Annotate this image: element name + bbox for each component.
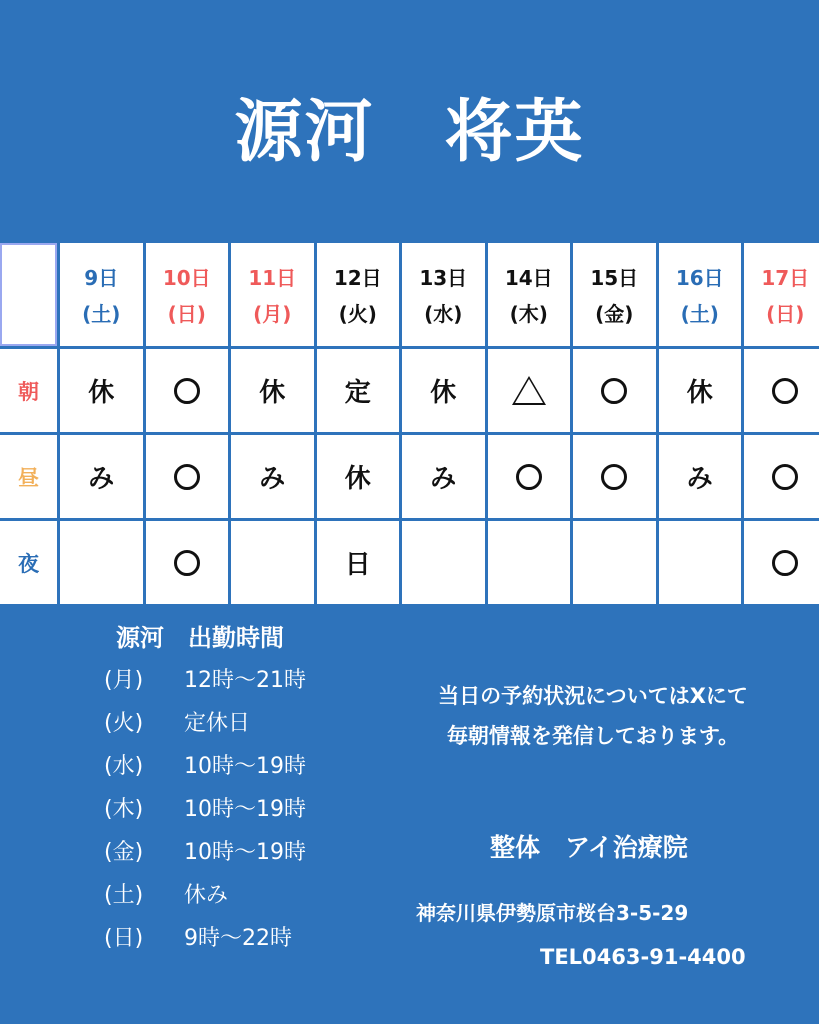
schedule-cell	[744, 435, 819, 518]
day-date: 10日	[162, 265, 211, 290]
working-hours-row	[104, 917, 306, 960]
day-header	[573, 243, 656, 346]
time-slot-label: 昼	[0, 435, 57, 518]
day-weekday: (月)	[253, 301, 292, 326]
schedule-status-text: み	[430, 464, 457, 494]
working-hours-title: 源河 出勤時間	[116, 624, 284, 652]
schedule-status-text: 休	[88, 378, 115, 408]
schedule-cell	[146, 521, 229, 604]
schedule-cell	[659, 349, 742, 432]
limited-triangle-icon	[512, 376, 546, 405]
hours-day: (木)	[104, 797, 144, 822]
day-header	[402, 243, 485, 346]
schedule-status-text: 定	[344, 378, 371, 408]
schedule-cell	[488, 349, 571, 432]
working-hours-row	[104, 702, 306, 745]
schedule-cell	[402, 435, 485, 518]
hours-day: (火)	[104, 711, 144, 736]
day-date: 16日	[675, 265, 724, 290]
schedule-cell	[659, 435, 742, 518]
day-header	[146, 243, 229, 346]
day-weekday: (火)	[338, 301, 377, 326]
hours-day: (金)	[104, 840, 144, 865]
available-circle-icon	[601, 464, 627, 490]
hours-day: (水)	[104, 754, 144, 779]
working-hours-list	[104, 659, 306, 960]
hours-time: 10時～19時	[184, 754, 306, 779]
schedule-cell	[317, 521, 400, 604]
schedule-cell	[231, 349, 314, 432]
clinic-address: 神奈川県伊勢原市桜台3-5-29	[416, 901, 689, 925]
schedule-cell	[317, 349, 400, 432]
schedule-cell	[744, 521, 819, 604]
schedule-status-text: み	[88, 464, 115, 494]
schedule-cell	[146, 349, 229, 432]
working-hours-row	[104, 659, 306, 702]
day-weekday: (木)	[509, 301, 548, 326]
available-circle-icon	[772, 378, 798, 404]
available-circle-icon	[772, 550, 798, 576]
schedule-cell	[573, 349, 656, 432]
working-hours	[104, 618, 306, 960]
clinic-name: 整体 アイ治療院	[490, 833, 688, 862]
notice-line-1: 当日の予約状況についてはXにて	[438, 684, 748, 708]
day-weekday: (日)	[766, 301, 805, 326]
schedule-table	[0, 243, 819, 605]
schedule-cell	[402, 521, 485, 604]
day-date: 11日	[248, 265, 297, 290]
schedule-status-text: 休	[259, 378, 286, 408]
hours-time: 10時～19時	[184, 797, 306, 822]
available-circle-icon	[174, 464, 200, 490]
hours-day: (日)	[104, 926, 144, 951]
time-slot-label: 朝	[0, 349, 57, 432]
time-slot-label: 夜	[0, 521, 57, 604]
working-hours-row	[104, 831, 306, 874]
day-date: 9日	[84, 265, 119, 290]
day-weekday: (金)	[595, 301, 634, 326]
day-date: 12日	[333, 265, 382, 290]
available-circle-icon	[174, 378, 200, 404]
hours-time: 9時～22時	[184, 926, 292, 951]
day-header	[60, 243, 143, 346]
schedule-cell	[231, 521, 314, 604]
available-circle-icon	[601, 378, 627, 404]
schedule-status-text: 休	[344, 464, 371, 494]
schedule-cell	[60, 521, 143, 604]
schedule-cell	[231, 435, 314, 518]
reservation-notice	[388, 676, 798, 756]
available-circle-icon	[174, 550, 200, 576]
hours-time: 定休日	[184, 711, 251, 736]
schedule-status-text: み	[259, 464, 286, 494]
hours-time: 休み	[184, 883, 229, 908]
day-weekday: (日)	[167, 301, 206, 326]
working-hours-row	[104, 745, 306, 788]
available-circle-icon	[516, 464, 542, 490]
day-date: 14日	[504, 265, 553, 290]
schedule-status-text: 日	[344, 550, 371, 580]
schedule-cell	[659, 521, 742, 604]
notice-line-2: 毎朝情報を発信しております。	[446, 724, 740, 748]
day-header	[317, 243, 400, 346]
hours-day: (土)	[104, 883, 144, 908]
schedule-cell	[402, 349, 485, 432]
working-hours-row	[104, 874, 306, 917]
table-corner	[0, 243, 57, 346]
day-header	[231, 243, 314, 346]
schedule-status-text: 休	[430, 378, 457, 408]
day-weekday: (水)	[424, 301, 463, 326]
day-header	[659, 243, 742, 346]
hours-day: (月)	[104, 668, 144, 693]
hours-time: 12時～21時	[184, 668, 306, 693]
page-title: 源河 将英	[234, 93, 585, 172]
working-hours-row	[104, 788, 306, 831]
day-weekday: (土)	[680, 301, 719, 326]
schedule-cell	[146, 435, 229, 518]
day-date: 13日	[419, 265, 468, 290]
schedule-status-text: み	[686, 464, 713, 494]
schedule-cell	[573, 521, 656, 604]
schedule-cell	[488, 435, 571, 518]
schedule-cell	[60, 349, 143, 432]
schedule-cell	[573, 435, 656, 518]
schedule-status-text: 休	[686, 378, 713, 408]
day-date: 17日	[761, 265, 810, 290]
schedule-cell	[60, 435, 143, 518]
hours-time: 10時～19時	[184, 840, 306, 865]
day-header	[488, 243, 571, 346]
day-weekday: (土)	[82, 301, 121, 326]
schedule-cell	[744, 349, 819, 432]
available-circle-icon	[772, 464, 798, 490]
day-date: 15日	[590, 265, 639, 290]
day-header	[744, 243, 819, 346]
schedule-cell	[317, 435, 400, 518]
schedule-cell	[488, 521, 571, 604]
clinic-phone: TEL0463-91-4400	[540, 945, 746, 969]
